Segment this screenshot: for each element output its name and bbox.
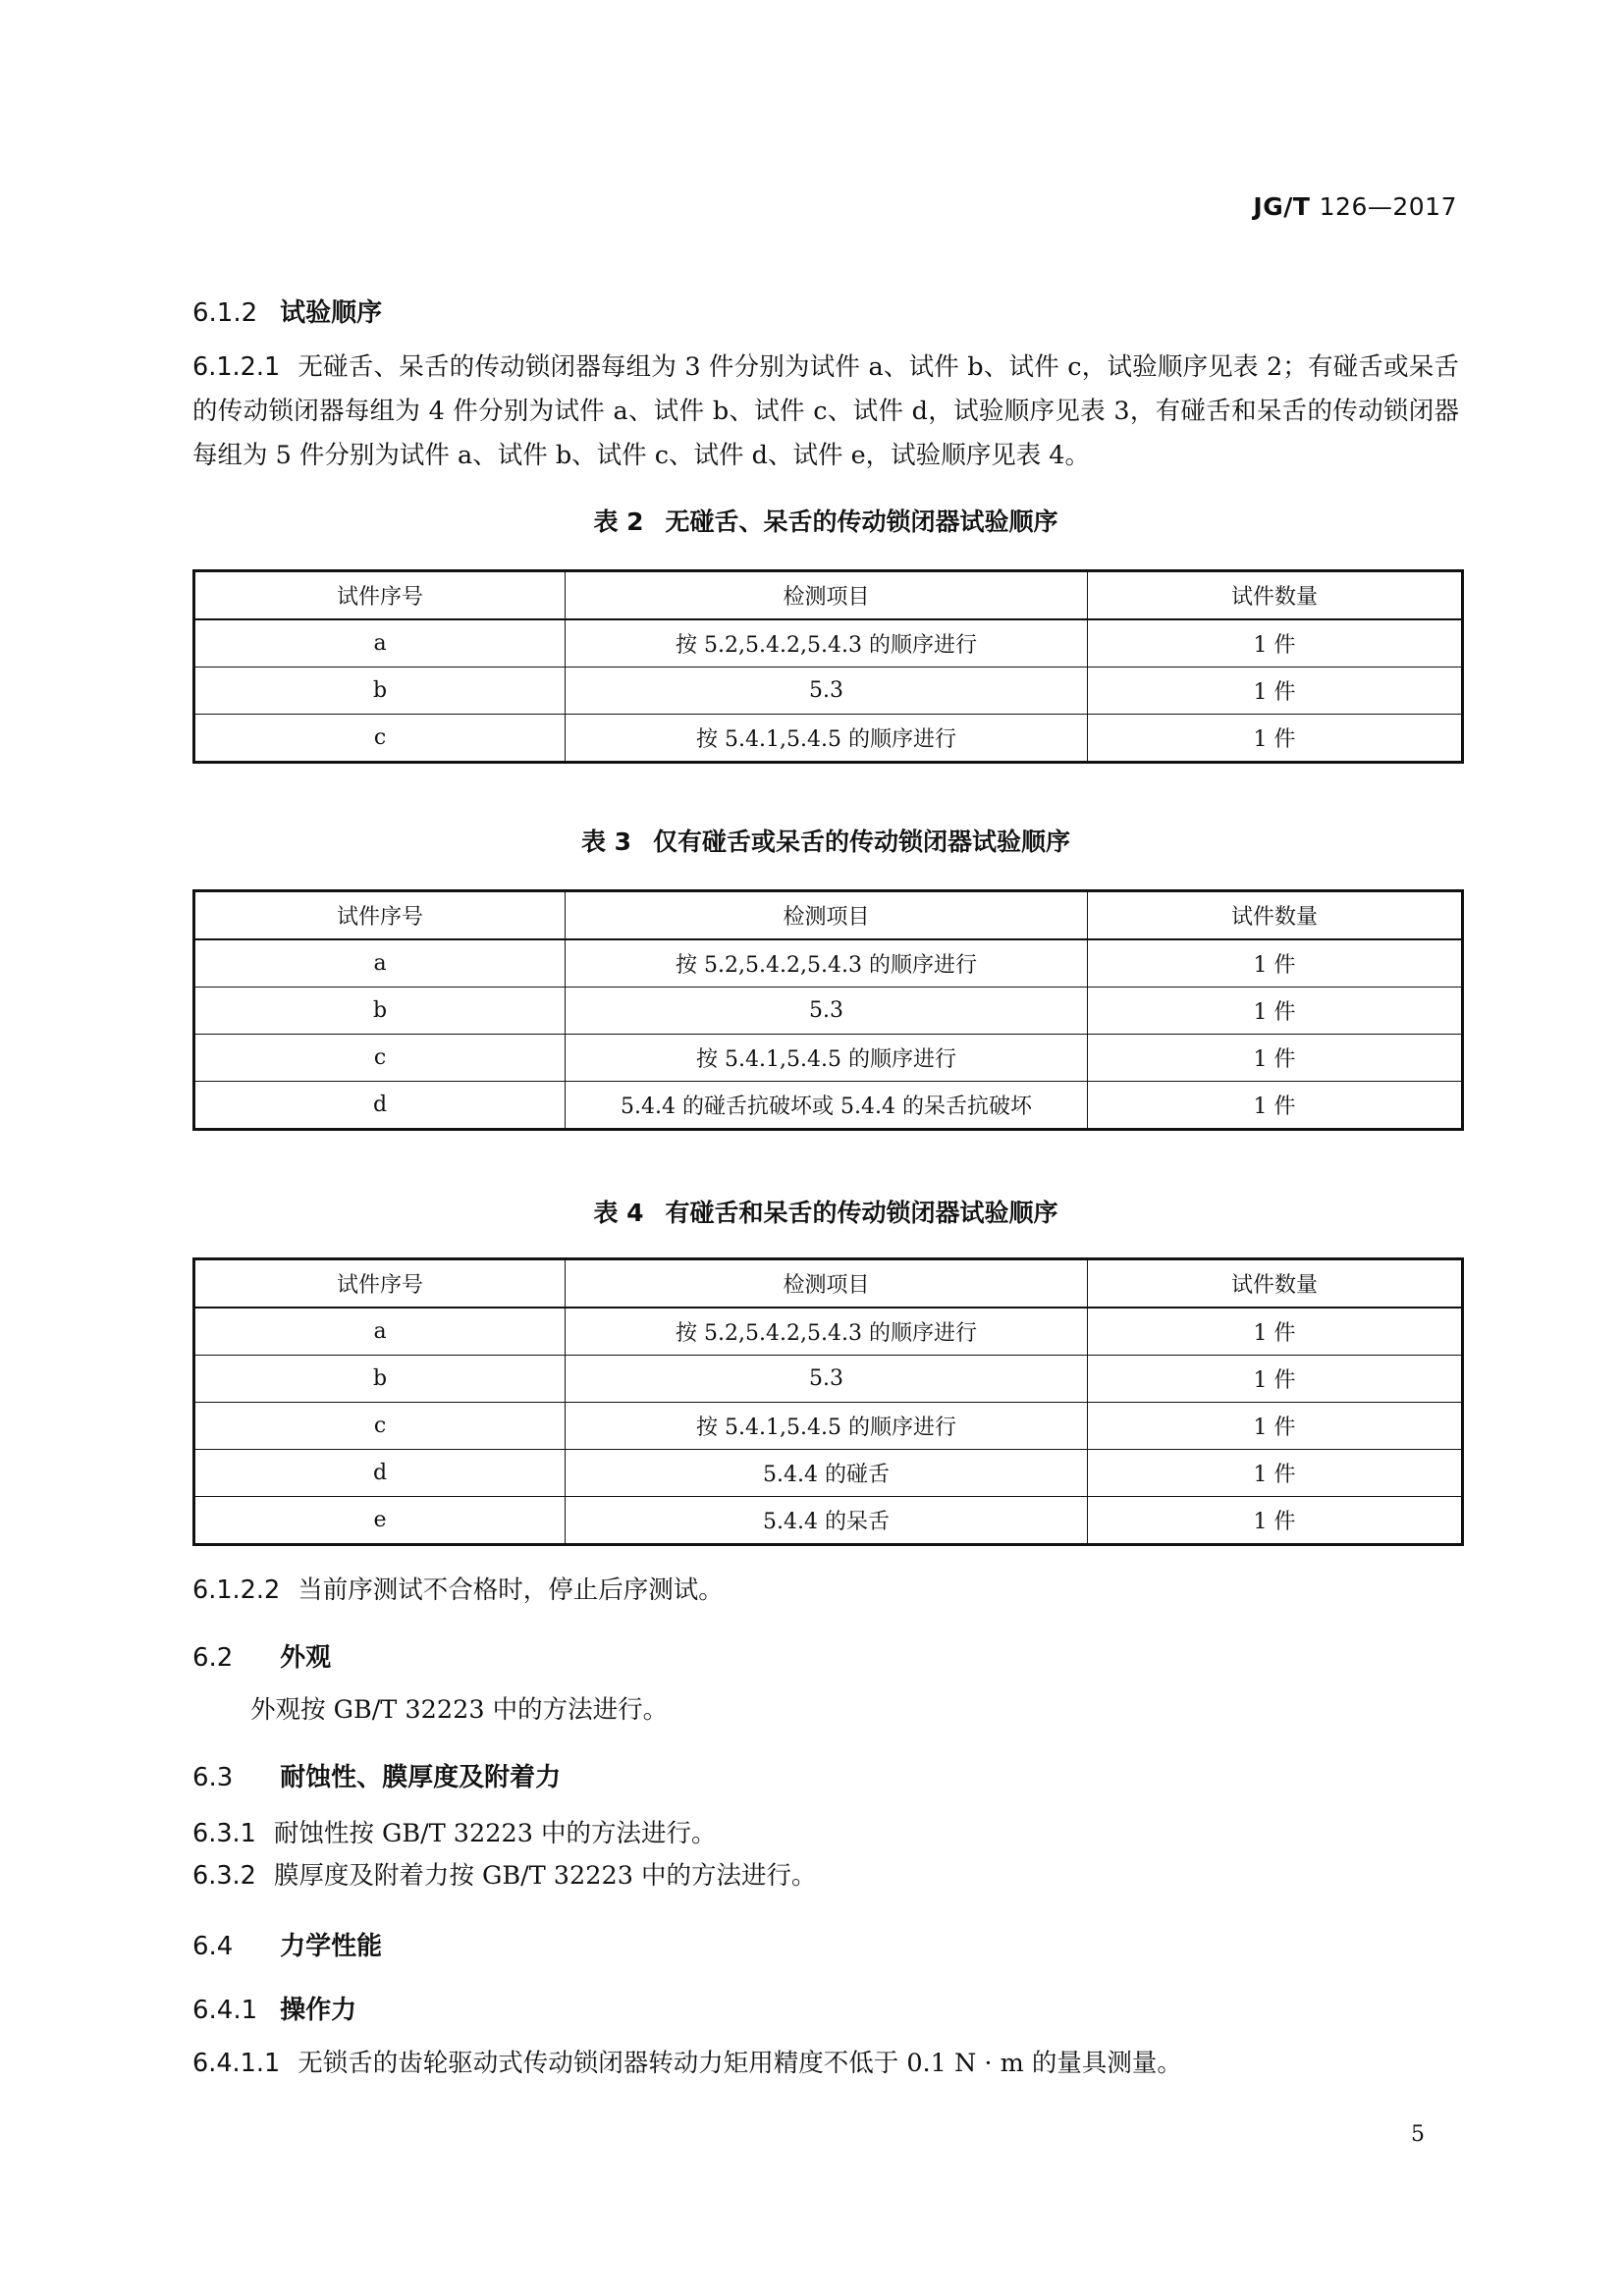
table-row [194,1450,1463,1497]
table-row [194,667,1463,715]
clause-number: 6.1.2.2 [192,1575,281,1605]
column-header: 检测项目 [566,1259,1088,1308]
table-cell: 1 件 [1088,667,1463,715]
table-4-caption [192,1194,1459,1229]
table-row [194,988,1463,1035]
table-3-caption [192,823,1459,858]
table-cell: 1 件 [1088,1308,1463,1356]
table-2-caption [192,503,1459,538]
clause-number: 6.4.1.1 [192,2049,281,2078]
clause-text: 无锁舌的齿轮驱动式传动锁闭器转动力矩用精度不低于 0.1 N · m 的量具测量。 [298,2049,1182,2078]
table-cell: 5.3 [566,988,1088,1035]
section-title: 试验顺序 [280,298,383,328]
paragraph-6-3-2 [192,1854,1459,1898]
clause-number: 6.3.2 [192,1861,256,1891]
table-4 [192,1257,1464,1546]
table-cell: 按 5.4.1,5.4.5 的顺序进行 [566,715,1088,763]
section-number: 6.4 [192,1932,234,1961]
paragraph-6-3-1 [192,1812,1459,1856]
column-header: 试件序号 [194,571,566,620]
table-number: 表 2 [593,507,644,536]
table-cell: a [194,619,566,667]
paragraph-6-1-2-2 [192,1569,1459,1613]
table-cell: 5.4.4 的碰舌抗破坏或 5.4.4 的呆舌抗破坏 [566,1082,1088,1130]
page-number: 5 [1411,2122,1425,2147]
table-cell: e [194,1497,566,1545]
table-cell: 5.4.4 的呆舌 [566,1497,1088,1545]
table-cell: a [194,1308,566,1356]
table-number: 表 3 [580,828,632,856]
section-number: 6.3 [192,1763,234,1792]
table-cell: b [194,667,566,715]
table-cell: 5.3 [566,667,1088,715]
table-cell: 1 件 [1088,939,1463,988]
table-cell: c [194,715,566,763]
table-2 [192,569,1464,764]
section-6-4-heading [192,1926,382,1962]
table-number: 表 4 [593,1199,644,1227]
table-row [194,1356,1463,1403]
table-cell: 1 件 [1088,715,1463,763]
table-cell: a [194,939,566,988]
table-title: 有碰舌和呆舌的传动锁闭器试验顺序 [665,1199,1058,1227]
column-header: 试件序号 [194,891,566,940]
table-cell: 1 件 [1088,1450,1463,1497]
standard-code [1253,192,1457,221]
section-6-4-1-heading [192,1990,356,2026]
clause-number: 6.3.1 [192,1819,256,1848]
table-row [194,1497,1463,1545]
table-cell: 1 件 [1088,1356,1463,1403]
section-6-2-heading [192,1637,331,1674]
standard-number: 126—2017 [1319,192,1457,221]
table-cell: b [194,988,566,1035]
table-row [194,619,1463,667]
table-cell: d [194,1450,566,1497]
table-cell: c [194,1035,566,1082]
column-header: 检测项目 [566,571,1088,620]
section-number: 6.4.1 [192,1996,258,2025]
paragraph-text: 外观按 GB/T 32223 中的方法进行。 [250,1695,669,1725]
column-header: 试件数量 [1088,891,1463,940]
column-header: 试件数量 [1088,571,1463,620]
table-cell: 1 件 [1088,1082,1463,1130]
table-cell: 按 5.4.1,5.4.5 的顺序进行 [566,1035,1088,1082]
table-row [194,715,1463,763]
table-cell: 5.3 [566,1356,1088,1403]
standard-prefix: JG/T [1253,192,1311,221]
table-cell: 按 5.2,5.4.2,5.4.3 的顺序进行 [566,1308,1088,1356]
table-row [194,1403,1463,1450]
table-row [194,1308,1463,1356]
table-row [194,1082,1463,1130]
table-header-row [194,1259,1463,1308]
table-cell: 按 5.4.1,5.4.5 的顺序进行 [566,1403,1088,1450]
paragraph-6-1-2-1 [192,346,1459,478]
paragraph-6-4-1-1 [192,2042,1459,2086]
clause-number: 6.1.2.1 [192,352,281,382]
clause-text: 膜厚度及附着力按 GB/T 32223 中的方法进行。 [273,1861,817,1891]
table-row [194,939,1463,988]
clause-text: 无碰舌、呆舌的传动锁闭器每组为 3 件分别为试件 a、试件 b、试件 c，试验顺序见表 2；有碰舌或呆舌的传动锁闭器每组为 4 件分别为试件 a、试件 b、试件 c、试件 d，试验顺序见表 3，有碰舌和呆舌的传动锁闭器每组为 5 件分别为试件 a、试件 b、试件 c、试件 d、试件 e，试验顺序见表 4。 [192,352,1459,470]
table-row [194,1035,1463,1082]
section-title: 外观 [280,1643,332,1673]
clause-text: 当前序测试不合格时，停止后序测试。 [298,1575,724,1605]
table-cell: 1 件 [1088,988,1463,1035]
column-header: 检测项目 [566,891,1088,940]
table-header-row [194,571,1463,620]
column-header: 试件序号 [194,1259,566,1308]
table-cell: 5.4.4 的碰舌 [566,1450,1088,1497]
section-number: 6.1.2 [192,298,258,328]
table-3 [192,889,1464,1131]
section-6-3-heading [192,1757,561,1793]
section-title: 耐蚀性、膜厚度及附着力 [280,1763,562,1792]
table-cell: b [194,1356,566,1403]
table-cell: c [194,1403,566,1450]
table-cell: 1 件 [1088,1497,1463,1545]
column-header: 试件数量 [1088,1259,1463,1308]
table-cell: 按 5.2,5.4.2,5.4.3 的顺序进行 [566,619,1088,667]
section-title: 力学性能 [280,1932,383,1961]
table-header-row [194,891,1463,940]
clause-text: 耐蚀性按 GB/T 32223 中的方法进行。 [273,1819,717,1848]
section-number: 6.2 [192,1643,234,1673]
table-cell: 按 5.2,5.4.2,5.4.3 的顺序进行 [566,939,1088,988]
table-title: 仅有碰舌或呆舌的传动锁闭器试验顺序 [653,828,1071,856]
section-6-1-2-heading [192,293,382,329]
section-title: 操作力 [280,1996,357,2025]
table-cell: 1 件 [1088,1035,1463,1082]
table-cell: 1 件 [1088,619,1463,667]
table-cell: d [194,1082,566,1130]
paragraph-6-2 [250,1688,1458,1733]
table-cell: 1 件 [1088,1403,1463,1450]
table-title: 无碰舌、呆舌的传动锁闭器试验顺序 [665,507,1058,536]
